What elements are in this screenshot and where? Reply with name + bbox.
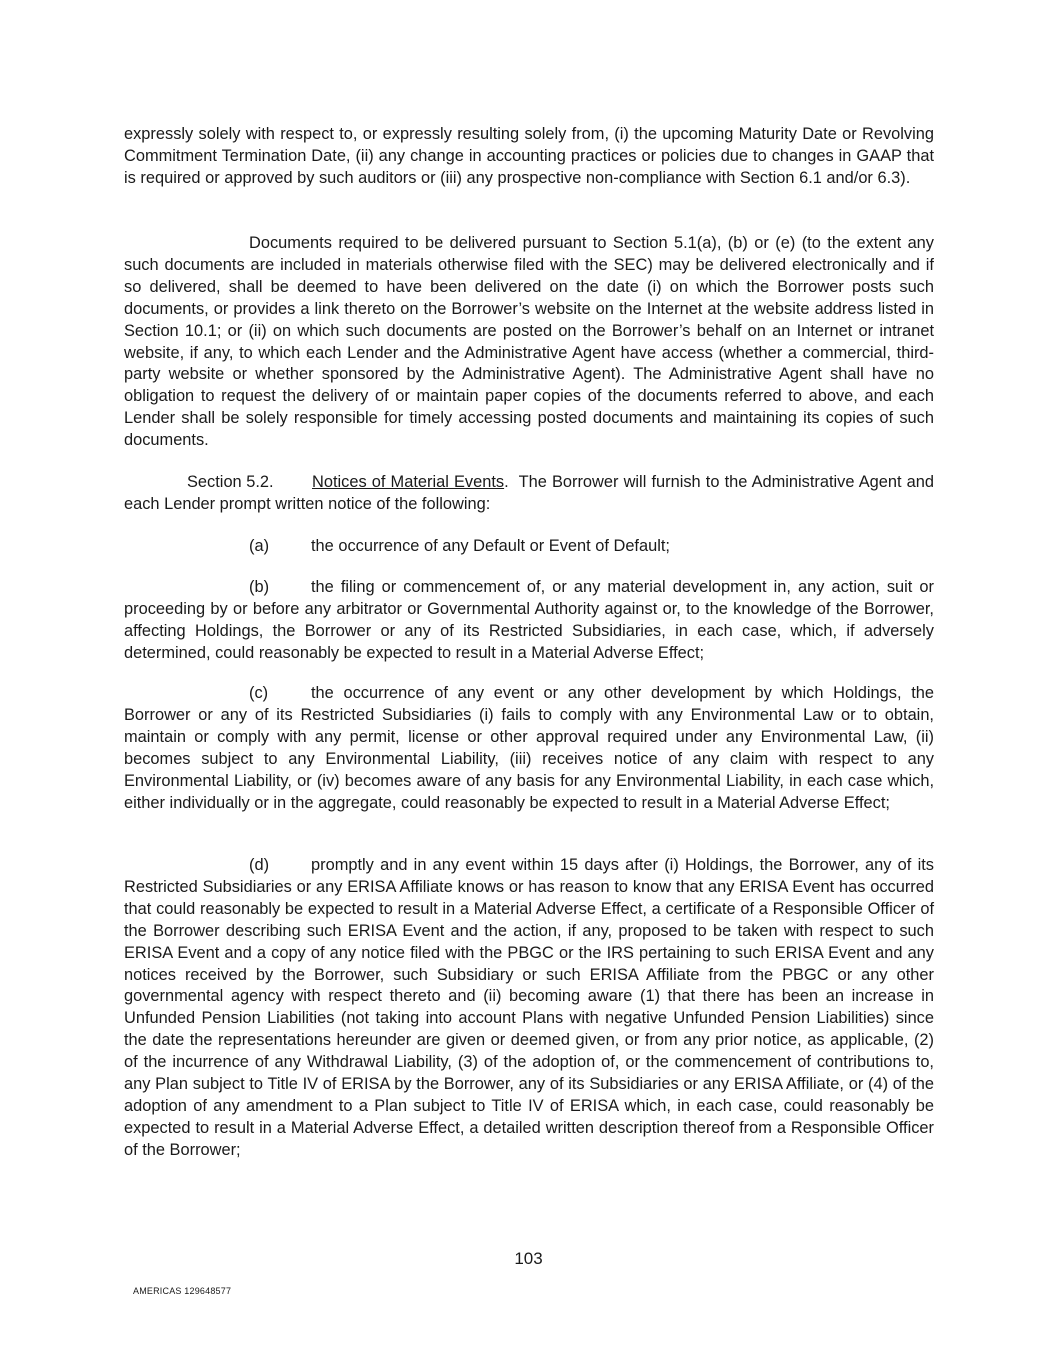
list-item-d (124, 855, 934, 1162)
item-label: (d) (249, 856, 270, 874)
item-text: the filing or commencement of, or any material development in, any action, suit or proceeding by or before any arbitrator or Governmental Authority against or, to the knowledge of the Borrower, affecting Holdings, the Borrower or any of its Restricted Subsidiaries, in each case, which, if adversely determined, could reasonably be expected to result in a Material Adverse Effect; (124, 578, 934, 662)
item-text: promptly and in any event within 15 days after (i) Holdings, the Borrower, any of its Restricted Subsidiaries or any ERISA Affiliate knows or has reason to know that any ERISA Event has occurred that could reasonably be expected to result in a Material Adverse Effect, a certificate of a Responsible Officer of the Borrower describing such ERISA Event and the action, if any, proposed to be taken with respect to such ERISA Event and a copy of any notice filed with the PBGC or the IRS pertaining to such ERISA Event and any notices received by the Borrower, such Subsidiary or such ERISA Affiliate from the PBGC or any other governmental agency with respect thereto and (ii) becoming aware (1) that there has been an increase in Unfunded Pension Liabilities (not taking into account Plans with negative Unfunded Pension Liabilities) since the date the representations hereunder are given or deemed given, or from any prior notice, as applicable, (2) of the incurrence of any Withdrawal Liability, (3) of the adoption of, or the commencement of contributions to, any Plan subject to Title IV of ERISA by the Borrower, any of its Subsidiaries or any ERISA Affiliate, or (4) of the adoption of any amendment to a Plan subject to Title IV of ERISA which, in each case, could reasonably be expected to result in a Material Adverse Effect, a detailed written description thereof from a Responsible Officer of the Borrower; (124, 856, 934, 1159)
section-title-period: . (504, 473, 509, 491)
continuation-paragraph: expressly solely with respect to, or expressly resulting solely from, (i) the upcoming Maturity Date or Revolving Commitment Termination Date, (ii) any change in accounting practices or policies due to changes in GAAP that is required or approved by such auditors or (iii) any prospective non-compliance with Section 6.1 and/or 6.3). (124, 125, 934, 187)
page-number: 103 (514, 1249, 543, 1268)
section-number: Section 5.2. (187, 473, 274, 491)
section-5-2-heading-paragraph (124, 472, 934, 516)
list-item-b (124, 577, 934, 665)
item-label: (b) (249, 578, 270, 596)
electronic-delivery-paragraph: Documents required to be delivered pursuant to Section 5.1(a), (b) or (e) (to the extent any such documents are included in materials otherwise filed with the SEC) may be delivered electronically and if so delivered, shall be deemed to have been delivered on the date (i) on which the Borrower posts such documents, or provides a link thereto on the Borrower’s website on the Internet at the website address listed in Section 10.1; or (ii) on which such documents are posted on the Borrower’s behalf on an Internet or intranet website, if any, to which each Lender and the Administrative Agent have access (whether a commercial, third-party website or whether sponsored by the Administrative Agent). The Administrative Agent shall have no obligation to request the delivery of or maintain paper copies of the documents referred to above, and each Lender shall be solely responsible for timely accessing posted documents and maintaining its copies of such documents. (124, 234, 934, 450)
document-id-footer: AMERICAS 129648577 (133, 1286, 232, 1296)
item-label: (c) (249, 684, 269, 702)
list-item-a (249, 536, 670, 558)
item-text: the occurrence of any event or any other development by which Holdings, the Borrower or any of its Restricted Subsidiaries (i) fails to comply with any Environmental Law or to obtain, maintain or comply with any permit, license or other approval required under any Environmental Law, (ii) becomes subject to any Environmental Liability, (iii) receives notice of any claim with respect to any Environmental Liability, or (iv) becomes aware of any basis for any Environmental Liability, in each case which, either individually or in the aggregate, could reasonably be expected to result in a Material Adverse Effect; (124, 684, 934, 812)
list-item-c (124, 683, 934, 814)
item-label: (a) (249, 537, 270, 555)
item-text: the occurrence of any Default or Event of Default; (311, 537, 670, 555)
section-title: Notices of Material Events (312, 473, 505, 491)
section-intro: The Borrower will furnish to the Administrative Agent and each Lender prompt written notice of the following: (124, 473, 935, 513)
